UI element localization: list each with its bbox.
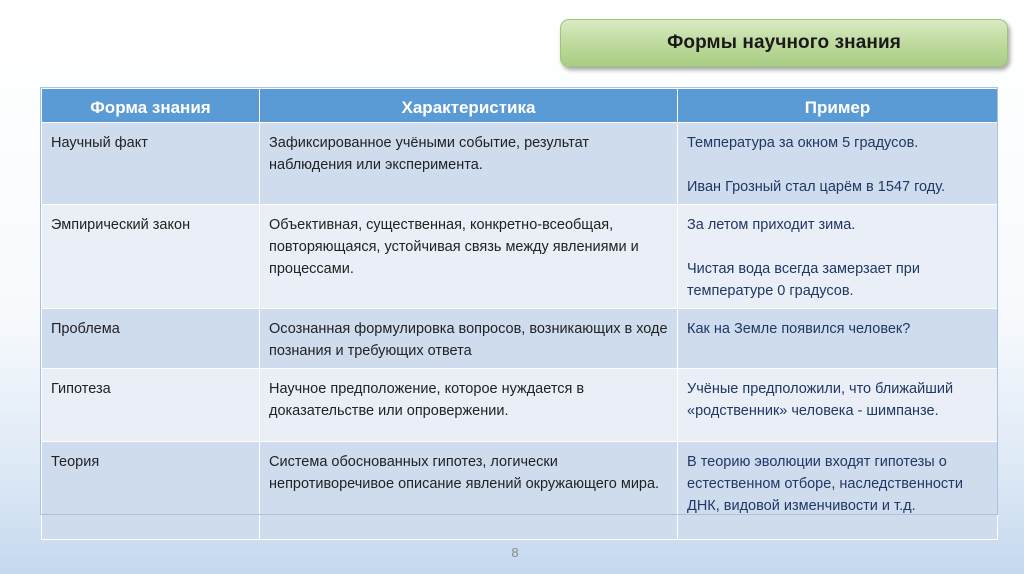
cell-form: Теория <box>42 442 260 540</box>
header-characteristic: Характеристика <box>260 89 678 123</box>
table-row <box>42 309 998 369</box>
header-form: Форма знания <box>42 89 260 123</box>
page-number: 8 <box>511 545 519 560</box>
example-text: Иван Грозный стал царём в 1547 году. <box>687 179 946 195</box>
slide-title: Формы научного знания <box>667 32 901 53</box>
cell-characteristic: Осознанная формулировка вопросов, возникающих в ходе познания и требующих ответа <box>260 309 678 369</box>
knowledge-forms-table <box>41 88 998 540</box>
cell-characteristic: Зафиксированное учёными событие, результат наблюдения или эксперимента. <box>260 123 678 205</box>
cell-example <box>678 123 998 205</box>
cell-example <box>678 205 998 309</box>
table-row <box>42 205 998 309</box>
slide-title-box <box>560 19 1008 67</box>
header-example: Пример <box>678 89 998 123</box>
table-header-row <box>42 89 998 123</box>
example-text: За летом приходит зима. <box>687 217 856 233</box>
cell-characteristic: Научное предположение, которое нуждается в доказательстве или опровержении. <box>260 369 678 442</box>
table-row <box>42 123 998 205</box>
example-text: Чистая вода всегда замерзает при температуре 0 градусов. <box>687 261 920 299</box>
table-row <box>42 442 998 540</box>
cell-example <box>678 369 998 442</box>
example-text: Как на Земле появился человек? <box>687 321 911 337</box>
example-text: Учёные предположили, что ближайший «родственник» человека - шимпанзе. <box>687 381 954 419</box>
cell-characteristic: Объективная, существенная, конкретно-всеобщая, повторяющаяся, устойчивая связь между явлениями и процессами. <box>260 205 678 309</box>
cell-characteristic: Система обоснованных гипотез, логически непротиворечивое описание явлений окружающего мира. <box>260 442 678 540</box>
cell-form: Эмпирический закон <box>42 205 260 309</box>
cell-form: Проблема <box>42 309 260 369</box>
example-text: В теорию эволюции входят гипотезы о естественном отборе, наследственности ДНК, видовой изменчивости и т.д. <box>687 454 963 514</box>
table-row <box>42 369 998 442</box>
cell-example <box>678 309 998 369</box>
cell-form: Гипотеза <box>42 369 260 442</box>
cell-example <box>678 442 998 540</box>
example-text: Температура за окном 5 градусов. <box>687 135 919 151</box>
cell-form: Научный факт <box>42 123 260 205</box>
